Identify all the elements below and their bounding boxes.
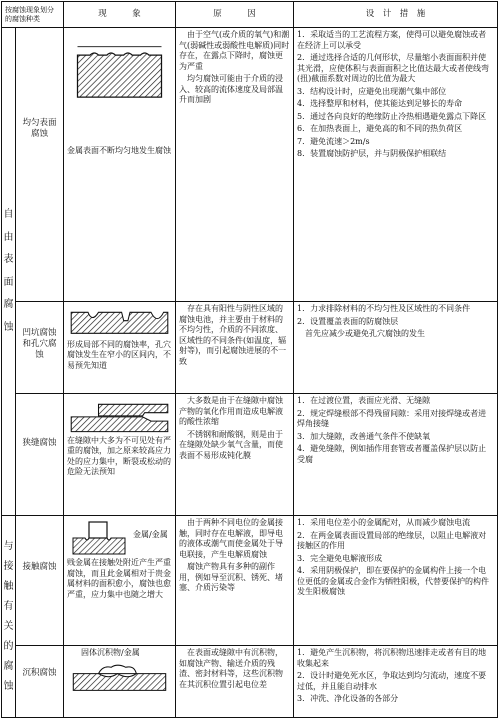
cause-uniform-2: 均匀腐蚀可能由于介质的浸入、较高的流体速度及局部温升而加剧: [179, 74, 283, 105]
measures-crevice: [294, 394, 498, 516]
cause-pitting-1: 存在具有阳性与阴性区域的腐蚀电池，并主要由于材料的不均匀性，介质的不同浓度、区域性的不同条件(如温度，辐射等)，而引起腐蚀进展的不一致: [179, 304, 287, 366]
phenomenon-uniform-text: 金属表面不断均匀地发生腐蚀: [67, 145, 171, 155]
header-cause: 原 因: [176, 2, 294, 28]
phenomenon-crevice-text: 在缝隙中大多为不可见处有严重的腐蚀，加之原来较高应力处的应力集中，断裂或松动的危险无法预知: [67, 435, 171, 477]
galvanic-figure-label: 金属/金属: [133, 530, 168, 539]
measure-uniform-2: 2．通过选择合适的几何形状，尽量缩小表面面积并使其光滑，应使体积与表面面积之比值达最大或者使线弯(扭)截面系数对周边的比值为最大: [297, 53, 489, 84]
measure-uniform-3: 3．结构设计时，应避免出现潮气集中部位: [297, 86, 447, 96]
phenomenon-pitting: [64, 302, 176, 394]
row-pitting: [2, 302, 498, 394]
phenomenon-galvanic-text: 贱金属在接触处附近产生严重腐蚀，而且此金属相对于贵金属材料的面积愈小，腐蚀也愈严重，应力集中也随之增大: [67, 558, 171, 599]
cause-crevice: [176, 394, 294, 516]
category-free-surface: 自 由 表 面 腐 蚀: [2, 28, 16, 516]
cause-galvanic: [176, 516, 294, 646]
measure-galvanic-2: 2．在两金属表面设置局部的绝缘层，以阻止电解液对接触区的作用: [297, 530, 487, 551]
type-deposit: 沉积腐蚀: [16, 646, 64, 718]
galvanic-corrosion-figure: [69, 518, 129, 558]
measure-galvanic-3: 3．完全避免电解液形成: [297, 553, 383, 563]
cause-galvanic-1: 由于两种不同电位的金属接触，同时存在电解液，即导电的液体或潮气而使金属处于导电联接，产生电解质腐蚀: [179, 518, 283, 559]
phenomenon-deposit: [64, 646, 176, 718]
measures-deposit: [294, 646, 498, 718]
measure-crevice-1: 1．在过渡位置，表面应光滑、无缝隙: [297, 396, 431, 405]
measure-uniform-8: 8．装置腐蚀防护层，并与阴极保护相联结: [297, 149, 447, 159]
cause-uniform: [176, 28, 294, 302]
phenomenon-uniform: [64, 28, 176, 302]
measure-pitting-2: 2．设置覆盖表面的防腐蚀层: [297, 316, 399, 326]
header-row: [2, 2, 498, 28]
measure-uniform-1: 1．采取适当的工艺流程方案，使得可以避免腐蚀或者在经济上可以承受: [297, 30, 487, 50]
measure-deposit-3: 3．冲洗、净化设备的各部分: [297, 694, 399, 704]
header-classification: 按腐蚀现象划分的腐蚀种类: [2, 2, 64, 28]
measures-galvanic: [294, 516, 498, 646]
measure-uniform-7: 7．避免流速＞2m/s: [297, 136, 370, 146]
row-crevice: [2, 394, 498, 516]
measure-uniform-6: 6．在加热表面上，避免高的和不同的热负荷区: [297, 124, 463, 134]
type-galvanic: 接触腐蚀: [16, 516, 64, 646]
crevice-corrosion-figure: [67, 398, 172, 434]
cause-deposit-1: 在表面或缝隙中有沉积物，如腐蚀产物、输送介质的残渣、密封材料等，这些沉积物在其沉积位置引起电位差: [179, 648, 283, 689]
measure-galvanic-4: 4．采用阴极保护，即在要保护的金属构件上接一个电位更低的金属或合金作为牺牲阳极，代替要保护的构件发生阳极腐蚀: [297, 566, 489, 597]
measures-uniform: [294, 28, 498, 302]
measures-pitting: [294, 302, 498, 394]
cause-deposit: [176, 646, 294, 718]
page: [0, 1, 499, 704]
cause-crevice-1: 大多数是由于在缝隙中腐蚀产物的氧化作用而造成电解液的酸性浓缩: [179, 396, 283, 427]
type-crevice: 狭缝腐蚀: [16, 394, 64, 516]
deposit-corrosion-figure: [67, 661, 172, 693]
measure-uniform-4: 4．选择整厚和材料，使其能达到足够长的寿命: [297, 99, 463, 109]
phenomenon-galvanic: [64, 516, 176, 646]
row-galvanic: [2, 516, 498, 646]
deposit-figure-label: 固体沉积物/金属: [81, 648, 140, 657]
measure-deposit-1: 1．避免产生沉积物，将沉积物迅速排走或者有目的地收集起来: [297, 648, 487, 668]
cause-pitting: [176, 302, 294, 394]
header-measures: 设 计 措 施: [294, 2, 498, 28]
measure-crevice-4: 4．避免缝隙，例如插作用套管或者覆盖保护层以防止受腐: [297, 444, 487, 464]
corrosion-table: [1, 1, 498, 718]
phenomenon-crevice: [64, 394, 176, 516]
header-phenomenon: 现 象: [64, 2, 176, 28]
cause-crevice-2: 不锈钢和耐酸钢，则是由于在缝隙处缺少氧气含量，而使表面不易形成钝化膜: [179, 429, 283, 460]
galvanic-figure-wrap: [67, 518, 172, 558]
cause-uniform-1: 由于空气(或介质的氧气)和潮气(弱碱性或弱酸性电解质)同时存在，在露点下降时，腐蚀更为严重: [179, 30, 290, 71]
pitting-corrosion-figure: [67, 306, 172, 338]
type-pitting: 凹坑腐蚀和孔穴腐蚀: [16, 302, 64, 394]
measure-crevice-3: 3．加大缝隙，改善通气条件不使缺氧: [297, 431, 431, 441]
measure-uniform-5: 5．通过各向良好的绝缘防止冷热相遇避免露点下降区: [297, 111, 487, 121]
measure-deposit-2: 2．设计时避免死水区，争取达到均匀流动，速度不要过低，并且能自动排水: [297, 671, 487, 691]
phenomenon-pitting-text: 形成局部不同的腐蚀率，孔穴腐蚀发生在窄小的区间内，不易预先知道: [67, 339, 171, 370]
uniform-corrosion-figure: [67, 32, 172, 106]
measure-crevice-2: 2．规定焊缝根部不得残留间隙：采用对接焊缝或者进焊角接缝: [297, 408, 487, 429]
row-uniform: [2, 28, 498, 302]
measure-galvanic-1: 1．采用电位差小的金属配对，从而减少腐蚀电流: [297, 518, 471, 527]
row-deposit: [2, 646, 498, 718]
measure-pitting-3: 首先应减少或避免孔穴腐蚀的发生: [297, 329, 425, 339]
measure-pitting-1: 1．力求排除材料的不均匀性及区域性的不同条件: [297, 304, 471, 313]
type-uniform: 均匀表面腐蚀: [16, 28, 64, 302]
category-contact: 与 接 触 有 关 的 腐 蚀: [2, 516, 16, 718]
cause-galvanic-2: 腐蚀产物具有多种的副作用，例如导至沉积、锈死、堵塞、介质污染等: [179, 562, 283, 593]
